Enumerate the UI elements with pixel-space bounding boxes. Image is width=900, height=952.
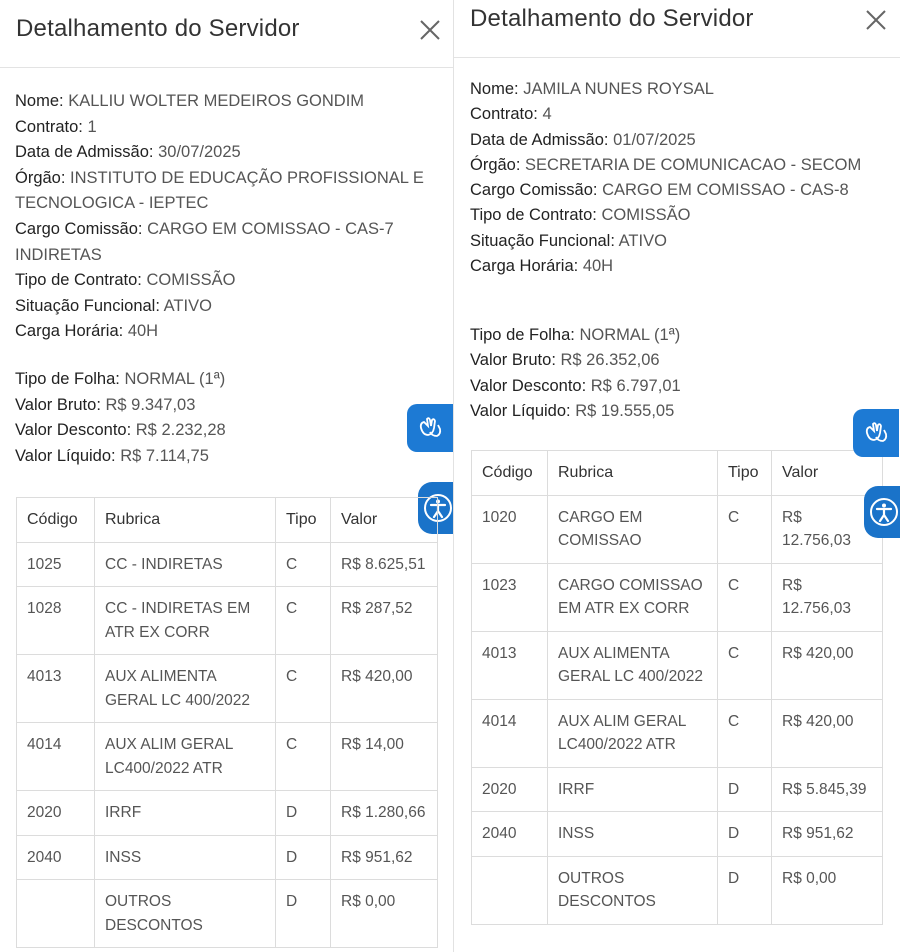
table-row bbox=[472, 563, 883, 631]
sign-language-hands-icon bbox=[862, 419, 890, 447]
cell-tipo: D bbox=[718, 767, 772, 812]
table-row bbox=[17, 791, 438, 836]
cell-codigo: 1028 bbox=[17, 587, 95, 655]
folha-info bbox=[470, 323, 890, 424]
cell-valor: R$ 12.756,03 bbox=[772, 563, 883, 631]
header-tipo: Tipo bbox=[718, 451, 772, 496]
rubricas-table bbox=[16, 497, 438, 948]
cell-codigo: 4014 bbox=[472, 699, 548, 767]
cell-codigo: 4014 bbox=[17, 723, 95, 791]
cell-codigo: 2040 bbox=[472, 812, 548, 857]
cell-tipo: C bbox=[276, 587, 331, 655]
cell-valor: R$ 5.845,39 bbox=[772, 767, 883, 812]
cell-codigo: 1020 bbox=[472, 495, 548, 563]
info-cargo-comissao: Cargo Comissão: CARGO EM COMISSAO - CAS-8 bbox=[470, 181, 849, 200]
info-admissao: Data de Admissão: 01/07/2025 bbox=[470, 130, 696, 149]
cell-rubrica: AUX ALIMENTA GERAL LC 400/2022 bbox=[548, 631, 718, 699]
close-icon bbox=[864, 8, 888, 32]
modal-title: Detalhamento do Servidor bbox=[470, 5, 754, 32]
table-row bbox=[472, 631, 883, 699]
close-button[interactable] bbox=[418, 18, 442, 42]
cell-valor: R$ 0,00 bbox=[772, 856, 883, 924]
folha-desconto: Valor Desconto: R$ 6.797,01 bbox=[470, 376, 681, 395]
cell-rubrica: AUX ALIMENTA GERAL LC 400/2022 bbox=[95, 655, 276, 723]
table-row bbox=[17, 880, 438, 948]
info-admissao: Data de Admissão: 30/07/2025 bbox=[15, 143, 241, 162]
info-situacao: Situação Funcional: ATIVO bbox=[15, 296, 212, 315]
modal-title: Detalhamento do Servidor bbox=[16, 15, 300, 42]
table-header-row bbox=[472, 451, 883, 496]
cell-tipo: C bbox=[718, 631, 772, 699]
sign-language-button[interactable] bbox=[853, 409, 899, 457]
info-contrato: Contrato: 1 bbox=[15, 117, 97, 136]
header-tipo: Tipo bbox=[276, 498, 331, 543]
cell-rubrica: OUTROS DESCONTOS bbox=[548, 856, 718, 924]
cell-tipo: D bbox=[718, 812, 772, 857]
info-contrato: Contrato: 4 bbox=[470, 105, 552, 124]
cell-tipo: C bbox=[276, 655, 331, 723]
table-row bbox=[472, 767, 883, 812]
cell-rubrica: IRRF bbox=[548, 767, 718, 812]
table-row bbox=[17, 655, 438, 723]
cell-valor: R$ 8.625,51 bbox=[331, 542, 438, 587]
sign-language-hands-icon bbox=[416, 414, 444, 442]
header-valor: Valor bbox=[772, 451, 883, 496]
info-nome: Nome: KALLIU WOLTER MEDEIROS GONDIM bbox=[15, 92, 365, 110]
folha-liquido: Valor Líquido: R$ 7.114,75 bbox=[15, 446, 209, 465]
cell-tipo: C bbox=[718, 495, 772, 563]
info-orgao: Órgão: INSTITUTO DE EDUCAÇÃO PROFISSIONAL E TECNOLOGICA - IEPTEC bbox=[15, 168, 424, 213]
table-row bbox=[17, 835, 438, 880]
info-orgao: Órgão: SECRETARIA DE COMUNICACAO - SECOM bbox=[470, 155, 862, 174]
cell-rubrica: IRRF bbox=[95, 791, 276, 836]
sign-language-button[interactable] bbox=[407, 404, 453, 452]
cell-valor: R$ 951,62 bbox=[772, 812, 883, 857]
cell-rubrica: INSS bbox=[548, 812, 718, 857]
servidor-info bbox=[15, 89, 440, 345]
cell-valor: R$ 420,00 bbox=[772, 631, 883, 699]
cell-codigo: 4013 bbox=[472, 631, 548, 699]
info-cargo-comissao: Cargo Comissão: CARGO EM COMISSAO - CAS-7 INDIRETAS bbox=[15, 219, 394, 264]
folha-liquido: Valor Líquido: R$ 19.555,05 bbox=[470, 401, 675, 420]
cell-tipo: C bbox=[276, 723, 331, 791]
cell-tipo: D bbox=[276, 880, 331, 948]
info-nome: Nome: JAMILA NUNES ROYSAL bbox=[470, 80, 714, 98]
table-row bbox=[472, 856, 883, 924]
cell-codigo: 2040 bbox=[17, 835, 95, 880]
cell-valor: R$ 420,00 bbox=[331, 655, 438, 723]
cell-tipo: D bbox=[718, 856, 772, 924]
table-row bbox=[472, 699, 883, 767]
cell-codigo: 1023 bbox=[472, 563, 548, 631]
cell-tipo: C bbox=[718, 699, 772, 767]
cell-tipo: C bbox=[276, 542, 331, 587]
cell-rubrica: CC - INDIRETAS EM ATR EX CORR bbox=[95, 587, 276, 655]
folha-tipo: Tipo de Folha: NORMAL (1ª) bbox=[470, 326, 681, 344]
cell-valor: R$ 12.756,03 bbox=[772, 495, 883, 563]
detail-modal-right bbox=[453, 0, 900, 952]
rubricas-table bbox=[471, 450, 883, 925]
header-valor: Valor bbox=[331, 498, 438, 543]
cell-codigo: 4013 bbox=[17, 655, 95, 723]
table-row bbox=[17, 587, 438, 655]
table-row bbox=[472, 812, 883, 857]
cell-tipo: D bbox=[276, 835, 331, 880]
cell-codigo: 2020 bbox=[472, 767, 548, 812]
header-codigo: Código bbox=[472, 451, 548, 496]
info-tipo-contrato: Tipo de Contrato: COMISSÃO bbox=[470, 206, 691, 225]
folha-desconto: Valor Desconto: R$ 2.232,28 bbox=[15, 421, 226, 440]
close-icon bbox=[418, 18, 442, 42]
cell-tipo: D bbox=[276, 791, 331, 836]
cell-codigo bbox=[17, 880, 95, 948]
cell-valor: R$ 0,00 bbox=[331, 880, 438, 948]
cell-rubrica: AUX ALIM GERAL LC400/2022 ATR bbox=[548, 699, 718, 767]
servidor-info bbox=[470, 77, 890, 279]
table-row bbox=[17, 542, 438, 587]
info-carga-horaria: Carga Horária: 40H bbox=[15, 322, 159, 341]
header-rubrica: Rubrica bbox=[548, 451, 718, 496]
info-tipo-contrato: Tipo de Contrato: COMISSÃO bbox=[15, 271, 236, 290]
header-rubrica: Rubrica bbox=[95, 498, 276, 543]
table-row bbox=[17, 723, 438, 791]
cell-tipo: C bbox=[718, 563, 772, 631]
cell-rubrica: INSS bbox=[95, 835, 276, 880]
info-carga-horaria: Carga Horária: 40H bbox=[470, 257, 614, 276]
folha-bruto: Valor Bruto: R$ 9.347,03 bbox=[15, 395, 196, 414]
cell-valor: R$ 1.280,66 bbox=[331, 791, 438, 836]
cell-rubrica: AUX ALIM GERAL LC400/2022 ATR bbox=[95, 723, 276, 791]
cell-valor: R$ 420,00 bbox=[772, 699, 883, 767]
folha-tipo: Tipo de Folha: NORMAL (1ª) bbox=[15, 370, 226, 388]
cell-rubrica: CARGO EM COMISSAO bbox=[548, 495, 718, 563]
cell-codigo bbox=[472, 856, 548, 924]
cell-codigo: 1025 bbox=[17, 542, 95, 587]
cell-codigo: 2020 bbox=[17, 791, 95, 836]
modal-header bbox=[0, 0, 453, 68]
table-row bbox=[472, 495, 883, 563]
header-codigo: Código bbox=[17, 498, 95, 543]
modal-header bbox=[454, 0, 900, 58]
cell-valor: R$ 14,00 bbox=[331, 723, 438, 791]
cell-rubrica: CARGO COMISSAO EM ATR EX CORR bbox=[548, 563, 718, 631]
table-header-row bbox=[17, 498, 438, 543]
cell-rubrica: OUTROS DESCONTOS bbox=[95, 880, 276, 948]
folha-bruto: Valor Bruto: R$ 26.352,06 bbox=[470, 351, 660, 370]
cell-valor: R$ 951,62 bbox=[331, 835, 438, 880]
info-situacao: Situação Funcional: ATIVO bbox=[470, 231, 667, 250]
cell-rubrica: CC - INDIRETAS bbox=[95, 542, 276, 587]
folha-info bbox=[15, 367, 440, 469]
accessibility-button[interactable] bbox=[864, 486, 900, 538]
accessibility-person-icon bbox=[869, 497, 899, 527]
close-button[interactable] bbox=[864, 8, 888, 32]
cell-valor: R$ 287,52 bbox=[331, 587, 438, 655]
